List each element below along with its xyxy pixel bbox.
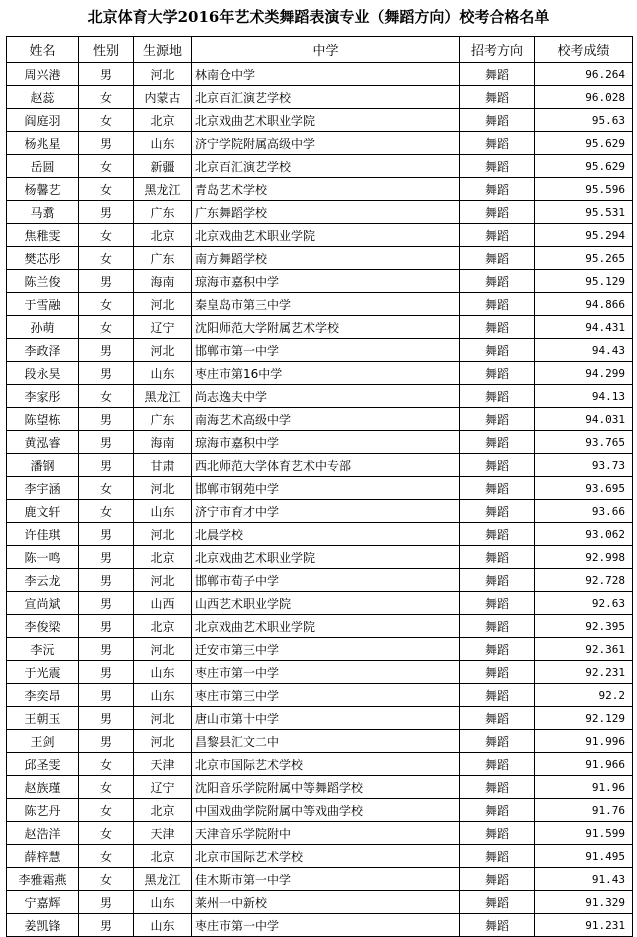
cell-score: 94.13: [535, 385, 633, 408]
cell-name: 李宇涵: [7, 477, 79, 500]
cell-score: 96.264: [535, 63, 633, 86]
cell-score: 95.265: [535, 247, 633, 270]
table-row: [7, 63, 633, 86]
cell-origin: 海南: [134, 431, 192, 454]
cell-gender: 男: [79, 362, 134, 385]
cell-origin: 河北: [134, 293, 192, 316]
cell-score: 91.43: [535, 868, 633, 891]
table-row: [7, 661, 633, 684]
cell-origin: 河北: [134, 569, 192, 592]
cell-origin: 山东: [134, 661, 192, 684]
cell-school: 邯郸市第一中学: [192, 339, 460, 362]
cell-name: 李沅: [7, 638, 79, 661]
page-title: 北京体育大学2016年艺术类舞蹈表演专业（舞蹈方向）校考合格名单: [87, 8, 550, 26]
cell-school: 枣庄市第三中学: [192, 684, 460, 707]
table-row: [7, 845, 633, 868]
table-row: [7, 316, 633, 339]
table-row: [7, 362, 633, 385]
cell-direction: 舞蹈: [460, 109, 535, 132]
cell-gender: 男: [79, 569, 134, 592]
cell-school: 莱州一中新校: [192, 891, 460, 914]
cell-gender: 女: [79, 155, 134, 178]
cell-gender: 男: [79, 523, 134, 546]
cell-gender: 女: [79, 316, 134, 339]
cell-school: 西北师范大学体育艺术中专部: [192, 454, 460, 477]
cell-origin: 山东: [134, 362, 192, 385]
table-row: [7, 753, 633, 776]
cell-origin: 广东: [134, 408, 192, 431]
cell-name: 于雪融: [7, 293, 79, 316]
table-row: [7, 523, 633, 546]
cell-gender: 男: [79, 730, 134, 753]
cell-score: 93.765: [535, 431, 633, 454]
cell-score: 96.028: [535, 86, 633, 109]
cell-gender: 男: [79, 454, 134, 477]
cell-origin: 黑龙江: [134, 178, 192, 201]
cell-school: 广东舞蹈学校: [192, 201, 460, 224]
cell-name: 樊芯彤: [7, 247, 79, 270]
cell-name: 潘钢: [7, 454, 79, 477]
cell-name: 李奕昂: [7, 684, 79, 707]
cell-score: 94.431: [535, 316, 633, 339]
cell-direction: 舞蹈: [460, 431, 535, 454]
cell-score: 94.866: [535, 293, 633, 316]
cell-direction: 舞蹈: [460, 914, 535, 937]
cell-direction: 舞蹈: [460, 546, 535, 569]
cell-score: 92.361: [535, 638, 633, 661]
cell-origin: 北京: [134, 845, 192, 868]
cell-direction: 舞蹈: [460, 753, 535, 776]
cell-score: 91.495: [535, 845, 633, 868]
cell-gender: 男: [79, 914, 134, 937]
cell-origin: 新疆: [134, 155, 192, 178]
cell-school: 青岛艺术学校: [192, 178, 460, 201]
cell-origin: 广东: [134, 247, 192, 270]
cell-origin: 北京: [134, 546, 192, 569]
cell-school: 北晨学校: [192, 523, 460, 546]
cell-direction: 舞蹈: [460, 408, 535, 431]
cell-score: 93.73: [535, 454, 633, 477]
cell-name: 赵族瑾: [7, 776, 79, 799]
cell-school: 迁安市第三中学: [192, 638, 460, 661]
cell-origin: 河北: [134, 707, 192, 730]
cell-gender: 男: [79, 661, 134, 684]
cell-school: 秦皇岛市第三中学: [192, 293, 460, 316]
cell-score: 91.76: [535, 799, 633, 822]
cell-origin: 河北: [134, 638, 192, 661]
column-header-school: 中学: [192, 37, 460, 63]
table-row: [7, 868, 633, 891]
column-header-gender: 性别: [79, 37, 134, 63]
cell-direction: 舞蹈: [460, 63, 535, 86]
column-header-direction: 招考方向: [460, 37, 535, 63]
cell-school: 佳木斯市第一中学: [192, 868, 460, 891]
cell-gender: 男: [79, 431, 134, 454]
table-row: [7, 730, 633, 753]
table-row: [7, 454, 633, 477]
cell-name: 孙萌: [7, 316, 79, 339]
cell-gender: 女: [79, 385, 134, 408]
cell-school: 沈阳师范大学附属艺术学校: [192, 316, 460, 339]
cell-score: 92.2: [535, 684, 633, 707]
header-row: [7, 37, 633, 63]
cell-origin: 河北: [134, 339, 192, 362]
column-header-score: 校考成绩: [535, 37, 633, 63]
cell-score: 92.728: [535, 569, 633, 592]
cell-direction: 舞蹈: [460, 799, 535, 822]
cell-score: 95.531: [535, 201, 633, 224]
cell-name: 周兴港: [7, 63, 79, 86]
cell-school: 北京戏曲艺术职业学院: [192, 615, 460, 638]
cell-score: 94.299: [535, 362, 633, 385]
cell-school: 枣庄市第一中学: [192, 914, 460, 937]
cell-score: 93.66: [535, 500, 633, 523]
cell-school: 邯郸市荀子中学: [192, 569, 460, 592]
cell-school: 北京戏曲艺术职业学院: [192, 546, 460, 569]
cell-gender: 女: [79, 845, 134, 868]
cell-school: 中国戏曲学院附属中等戏曲学校: [192, 799, 460, 822]
table-row: [7, 109, 633, 132]
cell-gender: 女: [79, 293, 134, 316]
cell-school: 琼海市嘉积中学: [192, 270, 460, 293]
cell-name: 黄泓睿: [7, 431, 79, 454]
cell-name: 姜凯锋: [7, 914, 79, 937]
cell-school: 北京戏曲艺术职业学院: [192, 224, 460, 247]
cell-direction: 舞蹈: [460, 316, 535, 339]
cell-direction: 舞蹈: [460, 477, 535, 500]
cell-origin: 山东: [134, 891, 192, 914]
cell-school: 昌黎县汇文二中: [192, 730, 460, 753]
cell-gender: 男: [79, 270, 134, 293]
cell-name: 宣尚斌: [7, 592, 79, 615]
table-row: [7, 477, 633, 500]
cell-score: 95.129: [535, 270, 633, 293]
cell-gender: 女: [79, 500, 134, 523]
cell-school: 尚志逸夫中学: [192, 385, 460, 408]
column-header-name: 姓名: [7, 37, 79, 63]
cell-name: 陈艺丹: [7, 799, 79, 822]
cell-gender: 男: [79, 546, 134, 569]
cell-score: 95.629: [535, 132, 633, 155]
cell-origin: 甘肃: [134, 454, 192, 477]
cell-direction: 舞蹈: [460, 293, 535, 316]
cell-origin: 北京: [134, 109, 192, 132]
column-header-origin: 生源地: [134, 37, 192, 63]
cell-direction: 舞蹈: [460, 569, 535, 592]
cell-direction: 舞蹈: [460, 385, 535, 408]
cell-name: 陈一鸣: [7, 546, 79, 569]
table-row: [7, 684, 633, 707]
cell-origin: 广东: [134, 201, 192, 224]
cell-gender: 男: [79, 201, 134, 224]
table-row: [7, 615, 633, 638]
cell-school: 枣庄市第16中学: [192, 362, 460, 385]
cell-direction: 舞蹈: [460, 891, 535, 914]
cell-origin: 山东: [134, 500, 192, 523]
cell-score: 91.329: [535, 891, 633, 914]
cell-score: 92.395: [535, 615, 633, 638]
cell-gender: 女: [79, 109, 134, 132]
cell-gender: 女: [79, 776, 134, 799]
cell-origin: 黑龙江: [134, 385, 192, 408]
table-row: [7, 293, 633, 316]
cell-gender: 男: [79, 891, 134, 914]
cell-name: 李雅霜燕: [7, 868, 79, 891]
cell-direction: 舞蹈: [460, 822, 535, 845]
cell-origin: 河北: [134, 477, 192, 500]
cell-name: 鹿文轩: [7, 500, 79, 523]
cell-school: 天津音乐学院附中: [192, 822, 460, 845]
cell-direction: 舞蹈: [460, 224, 535, 247]
table-row: [7, 178, 633, 201]
cell-direction: 舞蹈: [460, 270, 535, 293]
cell-score: 92.231: [535, 661, 633, 684]
cell-direction: 舞蹈: [460, 592, 535, 615]
cell-origin: 河北: [134, 63, 192, 86]
cell-score: 92.63: [535, 592, 633, 615]
cell-direction: 舞蹈: [460, 684, 535, 707]
cell-name: 李云龙: [7, 569, 79, 592]
cell-school: 南方舞蹈学校: [192, 247, 460, 270]
cell-gender: 男: [79, 707, 134, 730]
cell-direction: 舞蹈: [460, 707, 535, 730]
table-row: [7, 385, 633, 408]
table-row: [7, 546, 633, 569]
cell-score: 93.062: [535, 523, 633, 546]
cell-origin: 山东: [134, 914, 192, 937]
cell-gender: 女: [79, 86, 134, 109]
cell-school: 唐山市第十中学: [192, 707, 460, 730]
cell-gender: 男: [79, 684, 134, 707]
cell-school: 邯郸市钢苑中学: [192, 477, 460, 500]
cell-school: 山西艺术职业学院: [192, 592, 460, 615]
cell-origin: 北京: [134, 224, 192, 247]
cell-school: 南海艺术高级中学: [192, 408, 460, 431]
cell-score: 91.96: [535, 776, 633, 799]
cell-direction: 舞蹈: [460, 454, 535, 477]
cell-origin: 山西: [134, 592, 192, 615]
cell-origin: 河北: [134, 730, 192, 753]
cell-school: 济宁市育才中学: [192, 500, 460, 523]
table-row: [7, 500, 633, 523]
cell-direction: 舞蹈: [460, 730, 535, 753]
cell-origin: 北京: [134, 615, 192, 638]
cell-name: 焦稚雯: [7, 224, 79, 247]
cell-name: 杨兆星: [7, 132, 79, 155]
cell-school: 林南仓中学: [192, 63, 460, 86]
cell-direction: 舞蹈: [460, 615, 535, 638]
table-row: [7, 638, 633, 661]
cell-score: 91.996: [535, 730, 633, 753]
cell-name: 李家彤: [7, 385, 79, 408]
table-row: [7, 270, 633, 293]
cell-gender: 女: [79, 799, 134, 822]
table-row: [7, 592, 633, 615]
cell-school: 北京市国际艺术学校: [192, 845, 460, 868]
cell-direction: 舞蹈: [460, 86, 535, 109]
cell-score: 91.231: [535, 914, 633, 937]
cell-origin: 辽宁: [134, 316, 192, 339]
cell-gender: 女: [79, 247, 134, 270]
table-row: [7, 339, 633, 362]
cell-direction: 舞蹈: [460, 155, 535, 178]
cell-school: 北京百汇演艺学校: [192, 155, 460, 178]
cell-direction: 舞蹈: [460, 247, 535, 270]
cell-name: 于光震: [7, 661, 79, 684]
cell-score: 95.629: [535, 155, 633, 178]
cell-direction: 舞蹈: [460, 776, 535, 799]
cell-gender: 女: [79, 178, 134, 201]
cell-direction: 舞蹈: [460, 500, 535, 523]
cell-name: 薛梓慧: [7, 845, 79, 868]
cell-score: 95.294: [535, 224, 633, 247]
cell-name: 王朝玉: [7, 707, 79, 730]
cell-gender: 男: [79, 592, 134, 615]
table-row: [7, 891, 633, 914]
table-row: [7, 914, 633, 937]
cell-gender: 女: [79, 822, 134, 845]
cell-origin: 河北: [134, 523, 192, 546]
cell-origin: 海南: [134, 270, 192, 293]
cell-school: 济宁学院附属高级中学: [192, 132, 460, 155]
table-row: [7, 132, 633, 155]
cell-score: 95.596: [535, 178, 633, 201]
cell-gender: 男: [79, 638, 134, 661]
cell-direction: 舞蹈: [460, 362, 535, 385]
table-row: [7, 569, 633, 592]
table-row: [7, 86, 633, 109]
cell-school: 北京市国际艺术学校: [192, 753, 460, 776]
cell-origin: 山东: [134, 132, 192, 155]
table-row: [7, 707, 633, 730]
cell-direction: 舞蹈: [460, 339, 535, 362]
cell-direction: 舞蹈: [460, 201, 535, 224]
cell-school: 琼海市嘉积中学: [192, 431, 460, 454]
cell-gender: 女: [79, 224, 134, 247]
cell-gender: 女: [79, 477, 134, 500]
cell-name: 杨馨艺: [7, 178, 79, 201]
cell-direction: 舞蹈: [460, 132, 535, 155]
cell-score: 93.695: [535, 477, 633, 500]
cell-score: 95.63: [535, 109, 633, 132]
cell-origin: 辽宁: [134, 776, 192, 799]
cell-gender: 男: [79, 132, 134, 155]
cell-direction: 舞蹈: [460, 178, 535, 201]
cell-name: 陈兰俊: [7, 270, 79, 293]
cell-name: 赵蕊: [7, 86, 79, 109]
cell-direction: 舞蹈: [460, 523, 535, 546]
table-row: [7, 822, 633, 845]
cell-origin: 黑龙江: [134, 868, 192, 891]
table-row: [7, 201, 633, 224]
cell-name: 岳圆: [7, 155, 79, 178]
cell-direction: 舞蹈: [460, 845, 535, 868]
cell-gender: 女: [79, 753, 134, 776]
table-row: [7, 776, 633, 799]
cell-score: 94.031: [535, 408, 633, 431]
cell-direction: 舞蹈: [460, 661, 535, 684]
cell-name: 赵浩洋: [7, 822, 79, 845]
cell-name: 王剑: [7, 730, 79, 753]
table-row: [7, 431, 633, 454]
cell-score: 91.599: [535, 822, 633, 845]
cell-name: 李俊梁: [7, 615, 79, 638]
cell-score: 92.129: [535, 707, 633, 730]
cell-school: 枣庄市第一中学: [192, 661, 460, 684]
table-row: [7, 224, 633, 247]
cell-score: 91.966: [535, 753, 633, 776]
cell-name: 陈望栋: [7, 408, 79, 431]
cell-school: 北京戏曲艺术职业学院: [192, 109, 460, 132]
cell-name: 宁嘉辉: [7, 891, 79, 914]
cell-name: 段永昊: [7, 362, 79, 385]
cell-origin: 天津: [134, 822, 192, 845]
cell-origin: 内蒙古: [134, 86, 192, 109]
cell-name: 阎庭羽: [7, 109, 79, 132]
cell-score: 94.43: [535, 339, 633, 362]
cell-direction: 舞蹈: [460, 638, 535, 661]
cell-school: 沈阳音乐学院附属中等舞蹈学校: [192, 776, 460, 799]
cell-gender: 男: [79, 615, 134, 638]
cell-school: 北京百汇演艺学校: [192, 86, 460, 109]
cell-score: 92.998: [535, 546, 633, 569]
cell-name: 李政泽: [7, 339, 79, 362]
cell-origin: 山东: [134, 684, 192, 707]
table-row: [7, 155, 633, 178]
table-row: [7, 408, 633, 431]
cell-gender: 男: [79, 339, 134, 362]
cell-name: 许佳琪: [7, 523, 79, 546]
table-row: [7, 247, 633, 270]
cell-direction: 舞蹈: [460, 868, 535, 891]
cell-name: 马翥: [7, 201, 79, 224]
cell-origin: 北京: [134, 799, 192, 822]
cell-name: 邱圣雯: [7, 753, 79, 776]
cell-origin: 天津: [134, 753, 192, 776]
cell-gender: 女: [79, 868, 134, 891]
results-table: [6, 36, 633, 937]
cell-gender: 男: [79, 408, 134, 431]
cell-gender: 男: [79, 63, 134, 86]
table-row: [7, 799, 633, 822]
